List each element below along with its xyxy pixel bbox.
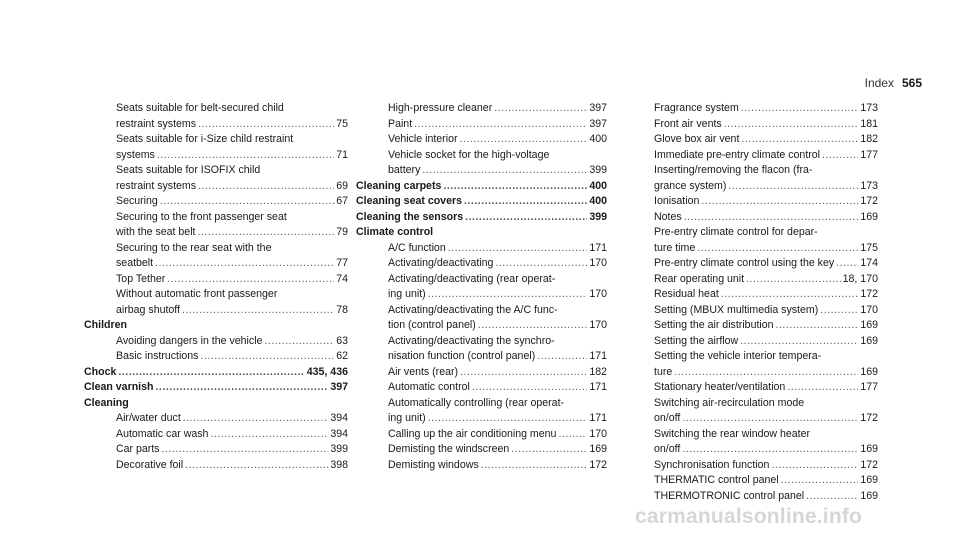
entry-text: Cleaning carpets — [356, 179, 442, 192]
entry-text: Securing to the front passenger seat — [116, 210, 287, 223]
page-ref: 171 — [589, 381, 607, 393]
entry-text: THERMOTRONIC control panel — [654, 489, 805, 502]
index-column-3 — [622, 101, 878, 504]
page-number: 565 — [901, 76, 922, 90]
page-ref: 169 — [860, 365, 878, 378]
dot-leader — [428, 411, 588, 427]
dot-leader — [428, 287, 588, 303]
index-entry — [356, 272, 607, 288]
entry-text: Pre-entry climate control using the key — [654, 257, 835, 269]
entry-text: Pre-entry climate control for depar- — [654, 226, 818, 238]
page-ref: 67 — [336, 195, 348, 207]
dot-leader — [741, 101, 859, 117]
page-ref: 170 — [860, 303, 878, 316]
entry-text: Immediate pre-entry climate control — [654, 148, 821, 161]
entry-text: Avoiding dangers in the vehicle — [116, 334, 263, 347]
page-ref: 169 — [860, 319, 878, 331]
entry-text: Decorative foil — [116, 458, 184, 471]
page-ref: 169 — [589, 443, 607, 455]
page-ref: 399 — [589, 210, 607, 223]
entry-text: Cleaning — [84, 396, 129, 409]
index-entry — [622, 303, 878, 319]
dot-leader — [162, 442, 329, 458]
dot-leader — [511, 442, 587, 458]
entry-text: Activating/deactivating the synchro- — [388, 334, 555, 347]
index-entry — [356, 458, 607, 474]
entry-text: Switching the rear window heater — [654, 427, 811, 440]
page-ref: 75 — [336, 117, 348, 130]
entry-text: Setting the airflow — [654, 334, 739, 347]
entry-text: Vehicle interior — [388, 133, 458, 145]
page-ref: 174 — [860, 257, 878, 269]
entry-text: Activating/deactivating — [388, 257, 494, 269]
entry-text: THERMATIC control panel — [654, 474, 779, 486]
entry-text: Fragrance system — [654, 102, 739, 114]
dot-leader — [478, 318, 588, 334]
index-entry — [622, 241, 878, 257]
page-ref: 172 — [860, 195, 878, 207]
index-entry — [356, 256, 607, 272]
entry-text: Activating/deactivating the A/C func- — [388, 303, 558, 316]
dot-leader — [682, 442, 858, 458]
page-ref: 400 — [589, 195, 607, 207]
index-entry — [84, 349, 348, 365]
dot-leader — [728, 179, 858, 195]
index-entry — [622, 163, 878, 179]
entry-text: Synchronisation function — [654, 458, 770, 471]
index-entry — [622, 117, 878, 133]
entry-text: ing unit) — [388, 288, 426, 300]
index-entry — [84, 241, 348, 257]
dot-leader — [822, 148, 858, 164]
index-entry — [622, 458, 878, 474]
index-entry — [356, 303, 607, 319]
entry-text: Seats suitable for belt-secured child — [116, 102, 284, 114]
index-entry — [84, 225, 348, 241]
entry-text: nisation function (control panel) — [388, 350, 536, 362]
entry-text: Car parts — [116, 443, 160, 455]
entry-text: Air vents (rear) — [388, 365, 459, 378]
index-entry — [84, 132, 348, 148]
dot-leader — [558, 427, 587, 443]
dot-leader — [820, 303, 858, 319]
entry-text: Setting the vehicle interior tempera- — [654, 350, 822, 362]
index-entry — [84, 256, 348, 272]
page-ref: 397 — [589, 102, 607, 114]
page-ref: 182 — [860, 133, 878, 145]
dot-leader — [836, 256, 858, 272]
index-entry — [356, 380, 607, 396]
page-ref: 400 — [589, 179, 607, 192]
index-entry — [84, 163, 348, 179]
page-ref: 171 — [589, 241, 607, 254]
entry-text: Glove box air vent — [654, 133, 740, 145]
entry-text: Setting the air distribution — [654, 319, 774, 331]
entry-text: airbag shutoff — [116, 303, 181, 316]
entry-text: ture time — [654, 241, 696, 254]
index-entry — [356, 349, 607, 365]
index-entry — [356, 334, 607, 350]
entry-text: Calling up the air conditioning menu — [388, 427, 557, 440]
dot-leader — [460, 132, 588, 148]
page-ref: 78 — [336, 303, 348, 316]
page-ref: 173 — [860, 102, 878, 114]
entry-text: Demisting windows — [388, 458, 479, 471]
entry-text: Front air vents — [654, 117, 722, 130]
index-entry — [622, 256, 878, 272]
entry-text: Automatic control — [388, 381, 470, 393]
entry-text: ture — [654, 365, 673, 378]
index-entry — [622, 442, 878, 458]
entry-text: battery — [388, 164, 421, 176]
page-ref: 181 — [860, 117, 878, 130]
page-ref: 394 — [330, 412, 348, 424]
dot-leader — [157, 148, 334, 164]
entry-text: Activating/deactivating (rear operat- — [388, 272, 556, 285]
dot-leader — [167, 272, 334, 288]
entry-text: tion (control panel) — [388, 319, 476, 331]
dot-leader — [422, 163, 587, 179]
index-entry — [356, 287, 607, 303]
index-entry — [84, 411, 348, 427]
entry-text: Stationary heater/ventilation — [654, 381, 786, 393]
dot-leader — [494, 101, 587, 117]
dot-leader — [806, 489, 858, 505]
page-ref: 397 — [589, 117, 607, 130]
entry-text: Inserting/removing the flacon (fra- — [654, 164, 813, 176]
entry-text: Securing to the rear seat with the — [116, 241, 272, 254]
entry-text: Rear operating unit — [654, 272, 745, 285]
dot-leader — [682, 411, 858, 427]
index-column-2 — [356, 101, 607, 473]
index-entry — [356, 101, 607, 117]
entry-text: High-pressure cleaner — [388, 102, 493, 114]
index-entry — [622, 380, 878, 396]
page-ref: 170 — [589, 288, 607, 300]
dot-leader — [472, 380, 587, 396]
dot-leader — [771, 458, 858, 474]
entry-text: Cleaning the sensors — [356, 210, 464, 223]
page-ref: 182 — [589, 365, 607, 378]
index-entry — [622, 489, 878, 505]
dot-leader — [701, 194, 858, 210]
dot-leader — [674, 365, 858, 381]
index-entry — [622, 473, 878, 489]
index-entry — [622, 349, 878, 365]
entry-text: systems — [116, 148, 155, 161]
dot-leader — [537, 349, 587, 365]
index-entry — [356, 117, 607, 133]
dot-leader — [264, 334, 334, 350]
index-entry — [622, 148, 878, 164]
page-ref: 169 — [860, 443, 878, 455]
page-ref: 170 — [589, 257, 607, 269]
page-ref: 172 — [860, 288, 878, 300]
entry-text: Automatic car wash — [116, 427, 209, 440]
index-entry — [356, 163, 607, 179]
index-entry — [84, 334, 348, 350]
page-ref: 172 — [589, 458, 607, 471]
dot-leader — [787, 380, 858, 396]
dot-leader — [741, 132, 858, 148]
index-label: Index — [864, 76, 894, 90]
page-ref: 77 — [336, 257, 348, 269]
dot-leader — [414, 117, 587, 133]
index-entry — [84, 101, 348, 117]
index-entry — [84, 458, 348, 474]
index-entry — [84, 427, 348, 443]
index-entry — [356, 396, 607, 412]
index-heading — [84, 380, 348, 396]
index-entry — [622, 101, 878, 117]
page-ref: 399 — [589, 164, 607, 176]
page-ref: 177 — [860, 148, 878, 161]
page-ref: 71 — [336, 148, 348, 161]
index-heading — [84, 318, 348, 334]
entry-text: restraint systems — [116, 179, 197, 192]
dot-leader — [155, 380, 328, 396]
page-ref: 63 — [336, 334, 348, 347]
page-ref: 400 — [589, 133, 607, 145]
index-entry — [356, 148, 607, 164]
entry-text: Basic instructions — [116, 350, 199, 362]
dot-leader — [465, 210, 587, 226]
index-entry — [84, 194, 348, 210]
watermark: carmanualsonline.info — [635, 505, 863, 528]
dot-leader — [198, 179, 334, 195]
index-entry — [622, 179, 878, 195]
entry-text: A/C function — [388, 241, 446, 254]
index-entry — [356, 427, 607, 443]
dot-leader — [724, 117, 859, 133]
page-ref: 79 — [336, 226, 348, 238]
entry-text: on/off — [654, 443, 681, 455]
page-ref: 172 — [860, 458, 878, 471]
entry-text: Children — [84, 319, 127, 331]
dot-leader — [781, 473, 859, 489]
index-entry — [622, 287, 878, 303]
entry-text: Cleaning seat covers — [356, 195, 462, 207]
dot-leader — [460, 365, 587, 381]
index-entry — [622, 132, 878, 148]
entry-text: Seats suitable for ISOFIX child — [116, 164, 261, 176]
page-ref: 18, 170 — [842, 272, 878, 285]
index-entry — [84, 303, 348, 319]
entry-text: Chock — [84, 365, 117, 378]
page-ref: 62 — [336, 350, 348, 362]
entry-text: Securing — [116, 195, 158, 207]
index-entry — [84, 272, 348, 288]
dot-leader — [448, 241, 588, 257]
dot-leader — [464, 194, 587, 210]
entry-text: Automatically controlling (rear operat- — [388, 396, 565, 409]
index-entry — [84, 117, 348, 133]
entry-text: Climate control — [356, 226, 434, 238]
entry-text: Demisting the windscreen — [388, 443, 510, 455]
dot-leader — [684, 210, 859, 226]
dot-leader — [746, 272, 841, 288]
dot-leader — [200, 349, 334, 365]
index-entry — [622, 334, 878, 350]
entry-text: Setting (MBUX multimedia system) — [654, 303, 819, 316]
index-entry — [84, 210, 348, 226]
page-ref: 170 — [589, 427, 607, 440]
entry-text: Vehicle socket for the high-voltage — [388, 148, 550, 161]
index-entry — [622, 411, 878, 427]
dot-leader — [481, 458, 588, 474]
dot-leader — [185, 458, 328, 474]
page-ref: 394 — [330, 427, 348, 440]
index-heading — [356, 194, 607, 210]
index-column-1 — [84, 101, 348, 473]
page-ref: 435, 436 — [306, 365, 348, 378]
index-entry — [356, 132, 607, 148]
entry-text: Clean varnish — [84, 381, 154, 393]
entry-text: with the seat belt — [116, 226, 196, 238]
entry-text: Air/water duct — [116, 412, 181, 424]
dot-leader — [210, 427, 328, 443]
entry-text: Notes — [654, 210, 682, 223]
dot-leader — [443, 179, 587, 195]
page-ref: 74 — [336, 272, 348, 285]
index-entry — [356, 241, 607, 257]
entry-text: Residual heat — [654, 288, 719, 300]
index-entry — [356, 442, 607, 458]
entry-text: Top Tether — [116, 272, 166, 285]
entry-text: Without automatic front passenger — [116, 288, 278, 300]
index-heading — [356, 210, 607, 226]
dot-leader — [118, 365, 304, 381]
index-entry — [622, 225, 878, 241]
entry-text: Paint — [388, 117, 413, 130]
page-header — [865, 76, 922, 90]
index-entry — [622, 210, 878, 226]
index-entry — [622, 396, 878, 412]
page-ref: 175 — [860, 241, 878, 254]
index-entry — [356, 318, 607, 334]
dot-leader — [198, 117, 334, 133]
page-ref: 399 — [330, 443, 348, 455]
index-heading — [356, 179, 607, 195]
dot-leader — [182, 303, 334, 319]
dot-leader — [160, 194, 334, 210]
entry-text: Seats suitable for i-Size child restraint — [116, 133, 294, 145]
dot-leader — [183, 411, 329, 427]
dot-leader — [697, 241, 858, 257]
page-ref: 169 — [860, 334, 878, 347]
entry-text: ing unit) — [388, 412, 426, 424]
page-ref: 398 — [330, 458, 348, 471]
page-ref: 171 — [589, 412, 607, 424]
page-ref: 170 — [589, 319, 607, 331]
index-entry — [84, 287, 348, 303]
index-heading — [356, 225, 607, 241]
entry-text: on/off — [654, 412, 681, 424]
index-entry — [356, 411, 607, 427]
index-entry — [84, 179, 348, 195]
index-entry — [622, 427, 878, 443]
entry-text: restraint systems — [116, 117, 197, 130]
entry-text: grance system) — [654, 179, 727, 192]
dot-leader — [721, 287, 859, 303]
page-ref: 397 — [330, 381, 348, 393]
dot-leader — [155, 256, 334, 272]
index-heading — [84, 365, 348, 381]
index-entry — [622, 272, 878, 288]
page-ref: 172 — [860, 412, 878, 424]
page-ref: 69 — [336, 179, 348, 192]
entry-text: Switching air-recirculation mode — [654, 396, 805, 409]
index-entry — [622, 194, 878, 210]
index-entry — [84, 442, 348, 458]
index-entry — [356, 365, 607, 381]
page-ref: 177 — [860, 381, 878, 393]
page-ref: 169 — [860, 474, 878, 486]
index-entry — [622, 365, 878, 381]
page-ref: 173 — [860, 179, 878, 192]
index-entry — [622, 318, 878, 334]
dot-leader — [495, 256, 587, 272]
entry-text: seatbelt — [116, 257, 154, 269]
index-entry — [84, 148, 348, 164]
entry-text: Ionisation — [654, 195, 700, 207]
dot-leader — [198, 225, 335, 241]
index-heading — [84, 396, 348, 412]
page-ref: 169 — [860, 210, 878, 223]
dot-leader — [776, 318, 859, 334]
page-ref: 171 — [589, 350, 607, 362]
page-ref: 169 — [860, 489, 878, 502]
dot-leader — [740, 334, 858, 350]
